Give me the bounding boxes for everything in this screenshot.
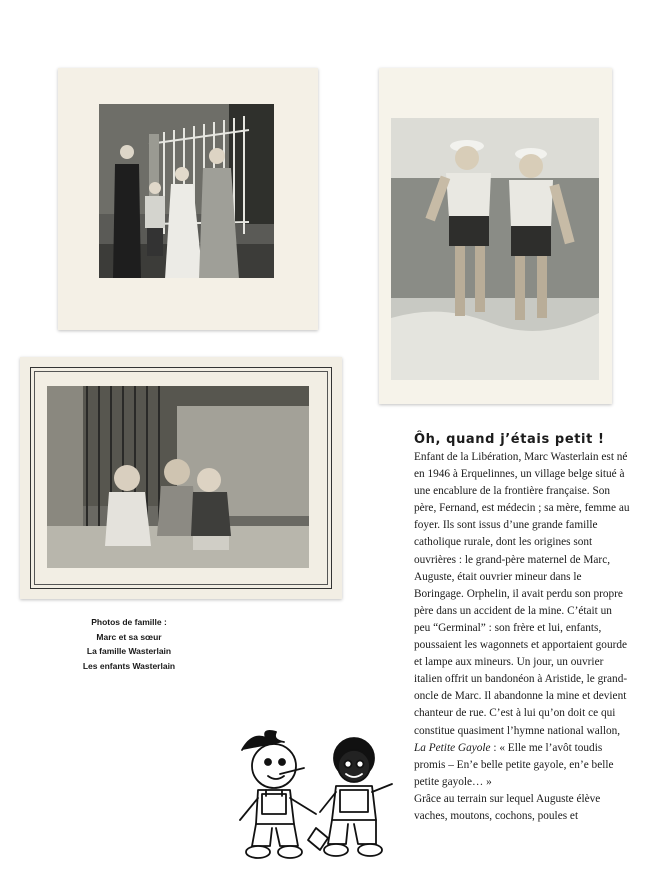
caption-line-1: Photos de famille : <box>91 617 167 627</box>
article <box>414 432 630 825</box>
photo-caption <box>44 615 214 673</box>
article-paragraph-2: Grâce au terrain sur lequel Auguste élève vaches, moutons, cochons, poules et <box>414 792 601 822</box>
article-p1-text: Enfant de la Libération, Marc Wasterlain est né en 1946 à Erquelinnes, un village belge situé à une encablure de la frontière française. Son père, Fernand, est médecin ; sa mère, femme au foyer. Ils sont issus d’une grande famille catholique rurale, dont les origines sont ouvrières : le grand-père maternel de Marc, Auguste, était ouvrier mineur dans le Boringage. Orphelin, il avait perdu son propre père dans un accident de la mine. C’était un peu “Germinal” : son frère et lui, enfants, poussaient les wagonnets et apportaient gourde et lampe aux mineurs. Un jour, un ouvrier italien offrit un bandonéon à Aristide, le grand-oncle de Marc. Il abandonne la mine et devient chanteur de rue. C’est à lui qu’on doit ce qui constitue quasiment l’hymne national wallon, <box>414 451 630 737</box>
beach-photo-image <box>391 118 599 380</box>
caption-line-3: La famille Wasterlain <box>86 646 172 656</box>
cartoon-kids-illustration <box>232 728 402 864</box>
song-title: La Petite Gayole <box>414 741 491 754</box>
family-photo-image <box>99 104 274 278</box>
caption-line-4: Les enfants Wasterlain <box>82 660 176 671</box>
article-p1-end: : « Elle me l’avôt toudis promis – En’e belle petite gayole, en’e belle petite gayole… » <box>414 741 614 788</box>
children-photo-image <box>47 386 309 568</box>
article-title: Ôh, quand j’étais petit ! <box>414 432 605 447</box>
photo-beach <box>379 68 612 404</box>
caption-line-2: Marc et sa sœur <box>96 631 162 642</box>
photo-children <box>20 357 342 599</box>
article-paragraph-1 <box>414 449 630 791</box>
photo-family-group <box>58 68 318 330</box>
